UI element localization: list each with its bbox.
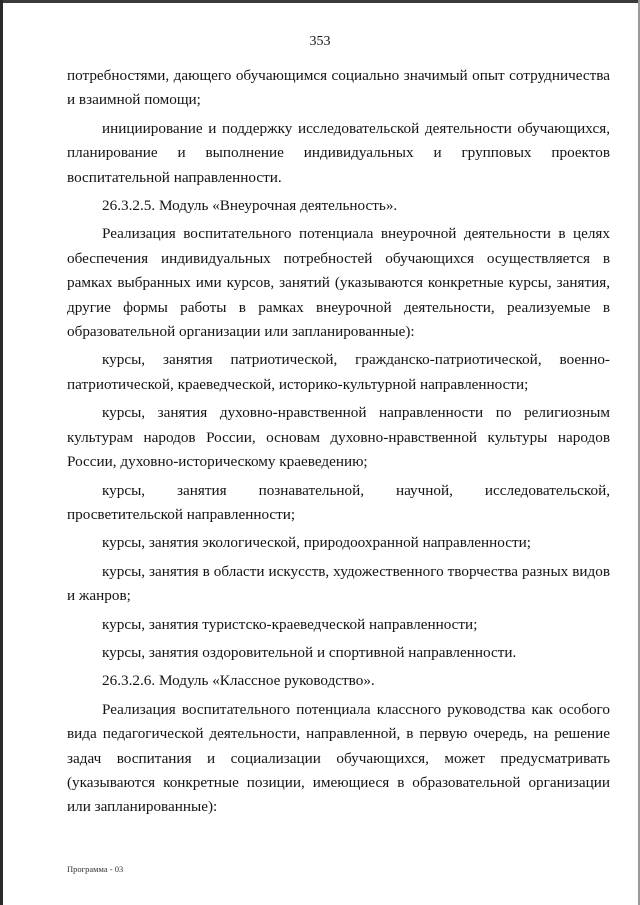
page-number: 353: [309, 34, 331, 49]
scan-edge-top: [0, 0, 640, 3]
list-item: курсы, занятия оздоровительной и спортивной направленности.: [102, 643, 517, 661]
list-item: курсы, занятия в области искусств, художественного творчества разных видов и жанров;: [67, 562, 610, 605]
list-item: курсы, занятия духовно-нравственной направленности по религиозным культурам народов России, основам духовно-нравственной культуры народов России, духовно-историческому краеведению;: [67, 404, 610, 471]
section-heading: 26.3.2.6. Модуль «Классное руководство».: [102, 672, 375, 690]
section-heading: 26.3.2.5. Модуль «Внеурочная деятельность».: [102, 197, 398, 215]
paragraph: потребностями, дающего обучающимся социально значимый опыт сотрудничества и взаимной помощи;: [67, 67, 610, 109]
document-body: [67, 64, 610, 824]
footer-label: Программа - 03: [67, 864, 124, 874]
paragraph: Реализация воспитательного потенциала классного руководства как особого вида педагогической деятельности, направленной, в первую очередь, на решение задач воспитания и социализации обучающихся, может предусматривать (указываются конкретные позиции, имеющиеся в образовательной организации или запланированные):: [67, 700, 610, 816]
list-item: курсы, занятия познавательной, научной, исследовательской, просветительской направленности;: [67, 481, 610, 523]
list-item: курсы, занятия патриотической, гражданско-патриотической, военно-патриотической, краеведческой, историко-культурной направленности;: [67, 351, 610, 393]
list-item: курсы, занятия экологической, природоохранной направленности;: [102, 534, 531, 552]
list-item: курсы, занятия туристско-краеведческой направленности;: [102, 615, 478, 633]
scan-edge-left: [0, 0, 3, 905]
paragraph: Реализация воспитательного потенциала внеурочной деятельности в целях обеспечения индивидуальных потребностей обучающихся осуществляется в рамках выбранных ими курсов, занятий (указываются конкретные курсы, занятия, другие формы работы в рамках внеурочной деятельности, реализуемые в образовательной организации или запланированные):: [67, 225, 610, 341]
paragraph: инициирование и поддержку исследовательской деятельности обучающихся, планирование и выполнение индивидуальных и групповых проектов воспитательной направленности.: [67, 119, 610, 186]
